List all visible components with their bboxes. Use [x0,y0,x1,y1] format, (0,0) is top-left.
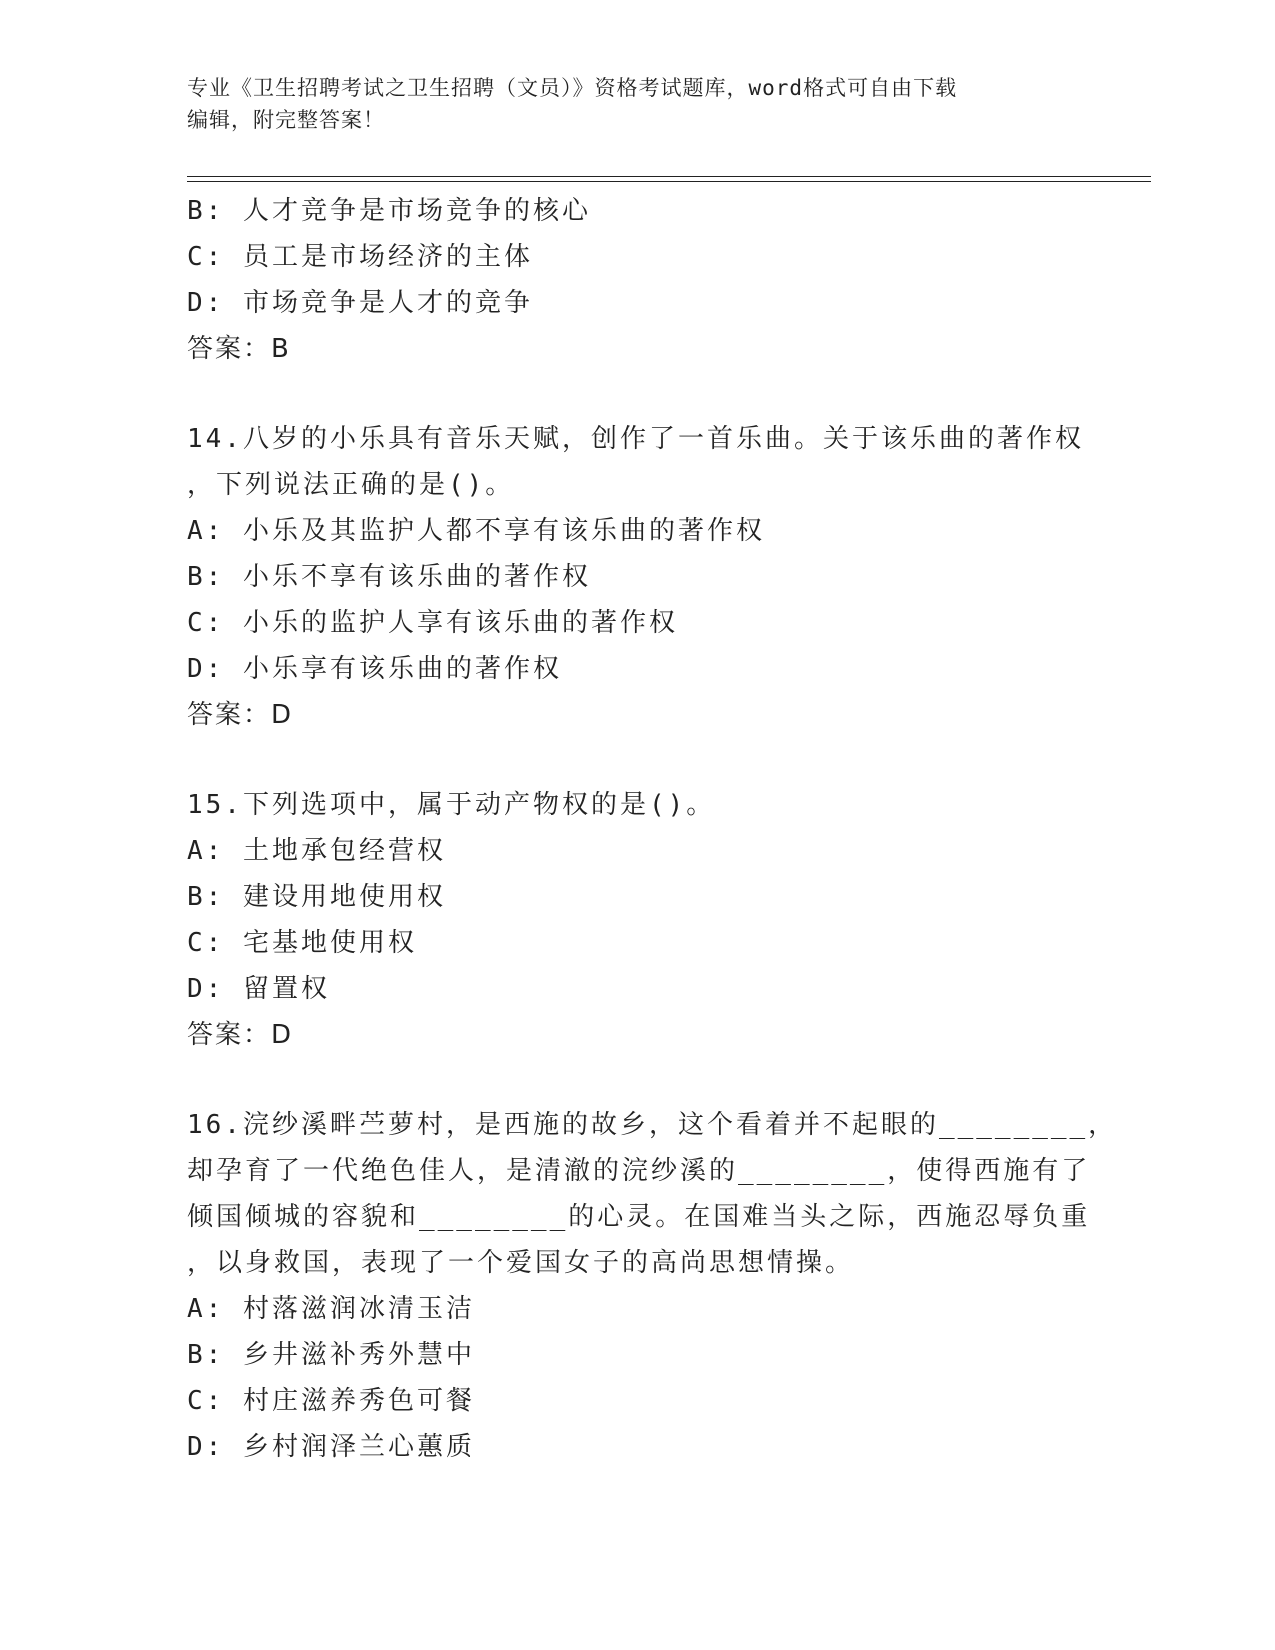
option-c: C: 村庄滋养秀色可餐 [187,1386,475,1416]
option-a: A: 村落滋润冰清玉洁 [187,1294,475,1324]
option-b: B: 人才竞争是市场竞争的核心 [187,196,591,226]
answer: 答案：D [187,700,294,730]
option-c: C: 员工是市场经济的主体 [187,242,533,272]
option-c: C: 小乐的监护人享有该乐曲的著作权 [187,608,678,638]
option-c: C: 宅基地使用权 [187,928,417,958]
question-16 [187,1102,1118,1470]
header-divider-top [187,176,1151,177]
question-stem: 却孕育了一代绝色佳人，是清澈的浣纱溪的________，使得西施有了 [187,1156,1091,1186]
option-a: A: 土地承包经营权 [187,836,446,866]
option-d: D: 留置权 [187,974,330,1004]
option-b: B: 小乐不享有该乐曲的著作权 [187,562,591,592]
question-stem: 16.浣纱溪畔苎萝村，是西施的故乡，这个看着并不起眼的________， [187,1110,1118,1140]
answer: 答案：B [187,334,291,364]
header-line-1: 专业《卫生招聘考试之卫生招聘（文员）》资格考试题库，word格式可自由下载 [187,76,958,100]
option-d: D: 小乐享有该乐曲的著作权 [187,654,562,684]
question-stem: 14.八岁的小乐具有音乐天赋，创作了一首乐曲。关于该乐曲的著作权 [187,424,1084,454]
option-b: B: 建设用地使用权 [187,882,446,912]
option-a: A: 小乐及其监护人都不享有该乐曲的著作权 [187,516,765,546]
question-stem: ，下列说法正确的是()。 [187,470,515,500]
option-d: D: 乡村润泽兰心蕙质 [187,1432,475,1462]
question-stem: 倾国倾城的容貌和________的心灵。在国难当头之际，西施忍辱负重 [187,1202,1091,1232]
header-divider-bottom [187,181,1151,182]
header-line-2: 编辑，附完整答案！ [187,108,385,132]
document-header [187,72,1067,136]
question-stem: 15.下列选项中，属于动产物权的是()。 [187,790,716,820]
answer: 答案：D [187,1020,294,1050]
question-content [187,188,1118,1470]
question-13-continued [187,188,1087,372]
option-d: D: 市场竞争是人才的竞争 [187,288,533,318]
question-15 [187,782,1087,1058]
question-14 [187,416,1087,738]
question-stem: ，以身救国，表现了一个爱国女子的高尚思想情操。 [187,1248,855,1278]
option-b: B: 乡井滋补秀外慧中 [187,1340,475,1370]
